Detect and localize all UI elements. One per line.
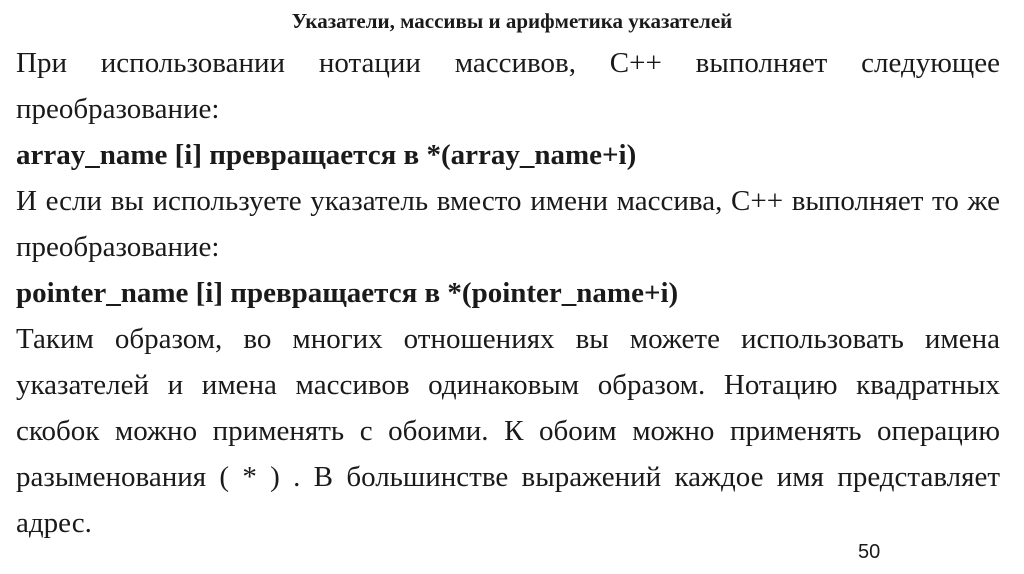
- paragraph-conclusion: Таким образом, во многих отношениях вы можете использовать имена указателей и имена массивов одинаковым образом. Нотацию квадратных скобок можно применять с обоими. К обоим можно применять операцию разыменования ( * ) . В большинстве выражений каждое имя представляет адрес.: [16, 323, 1000, 539]
- page-number: 50: [858, 541, 881, 563]
- slide-body: [16, 40, 1000, 546]
- paragraph-intro: При использовании нотации массивов, С++ выполняет следующее преобразование:: [16, 47, 1000, 125]
- paragraph-pointer-intro: И если вы используете указатель вместо имени массива, С++ выполняет то же преобразование:: [16, 185, 1000, 263]
- code-pointer-conversion: pointer_name [i] превращается в *(pointer_name+i): [16, 277, 679, 309]
- slide-title: Указатели, массивы и арифметика указателей: [291, 9, 733, 33]
- code-array-conversion: array_name [i] превращается в *(array_name+i): [16, 139, 637, 171]
